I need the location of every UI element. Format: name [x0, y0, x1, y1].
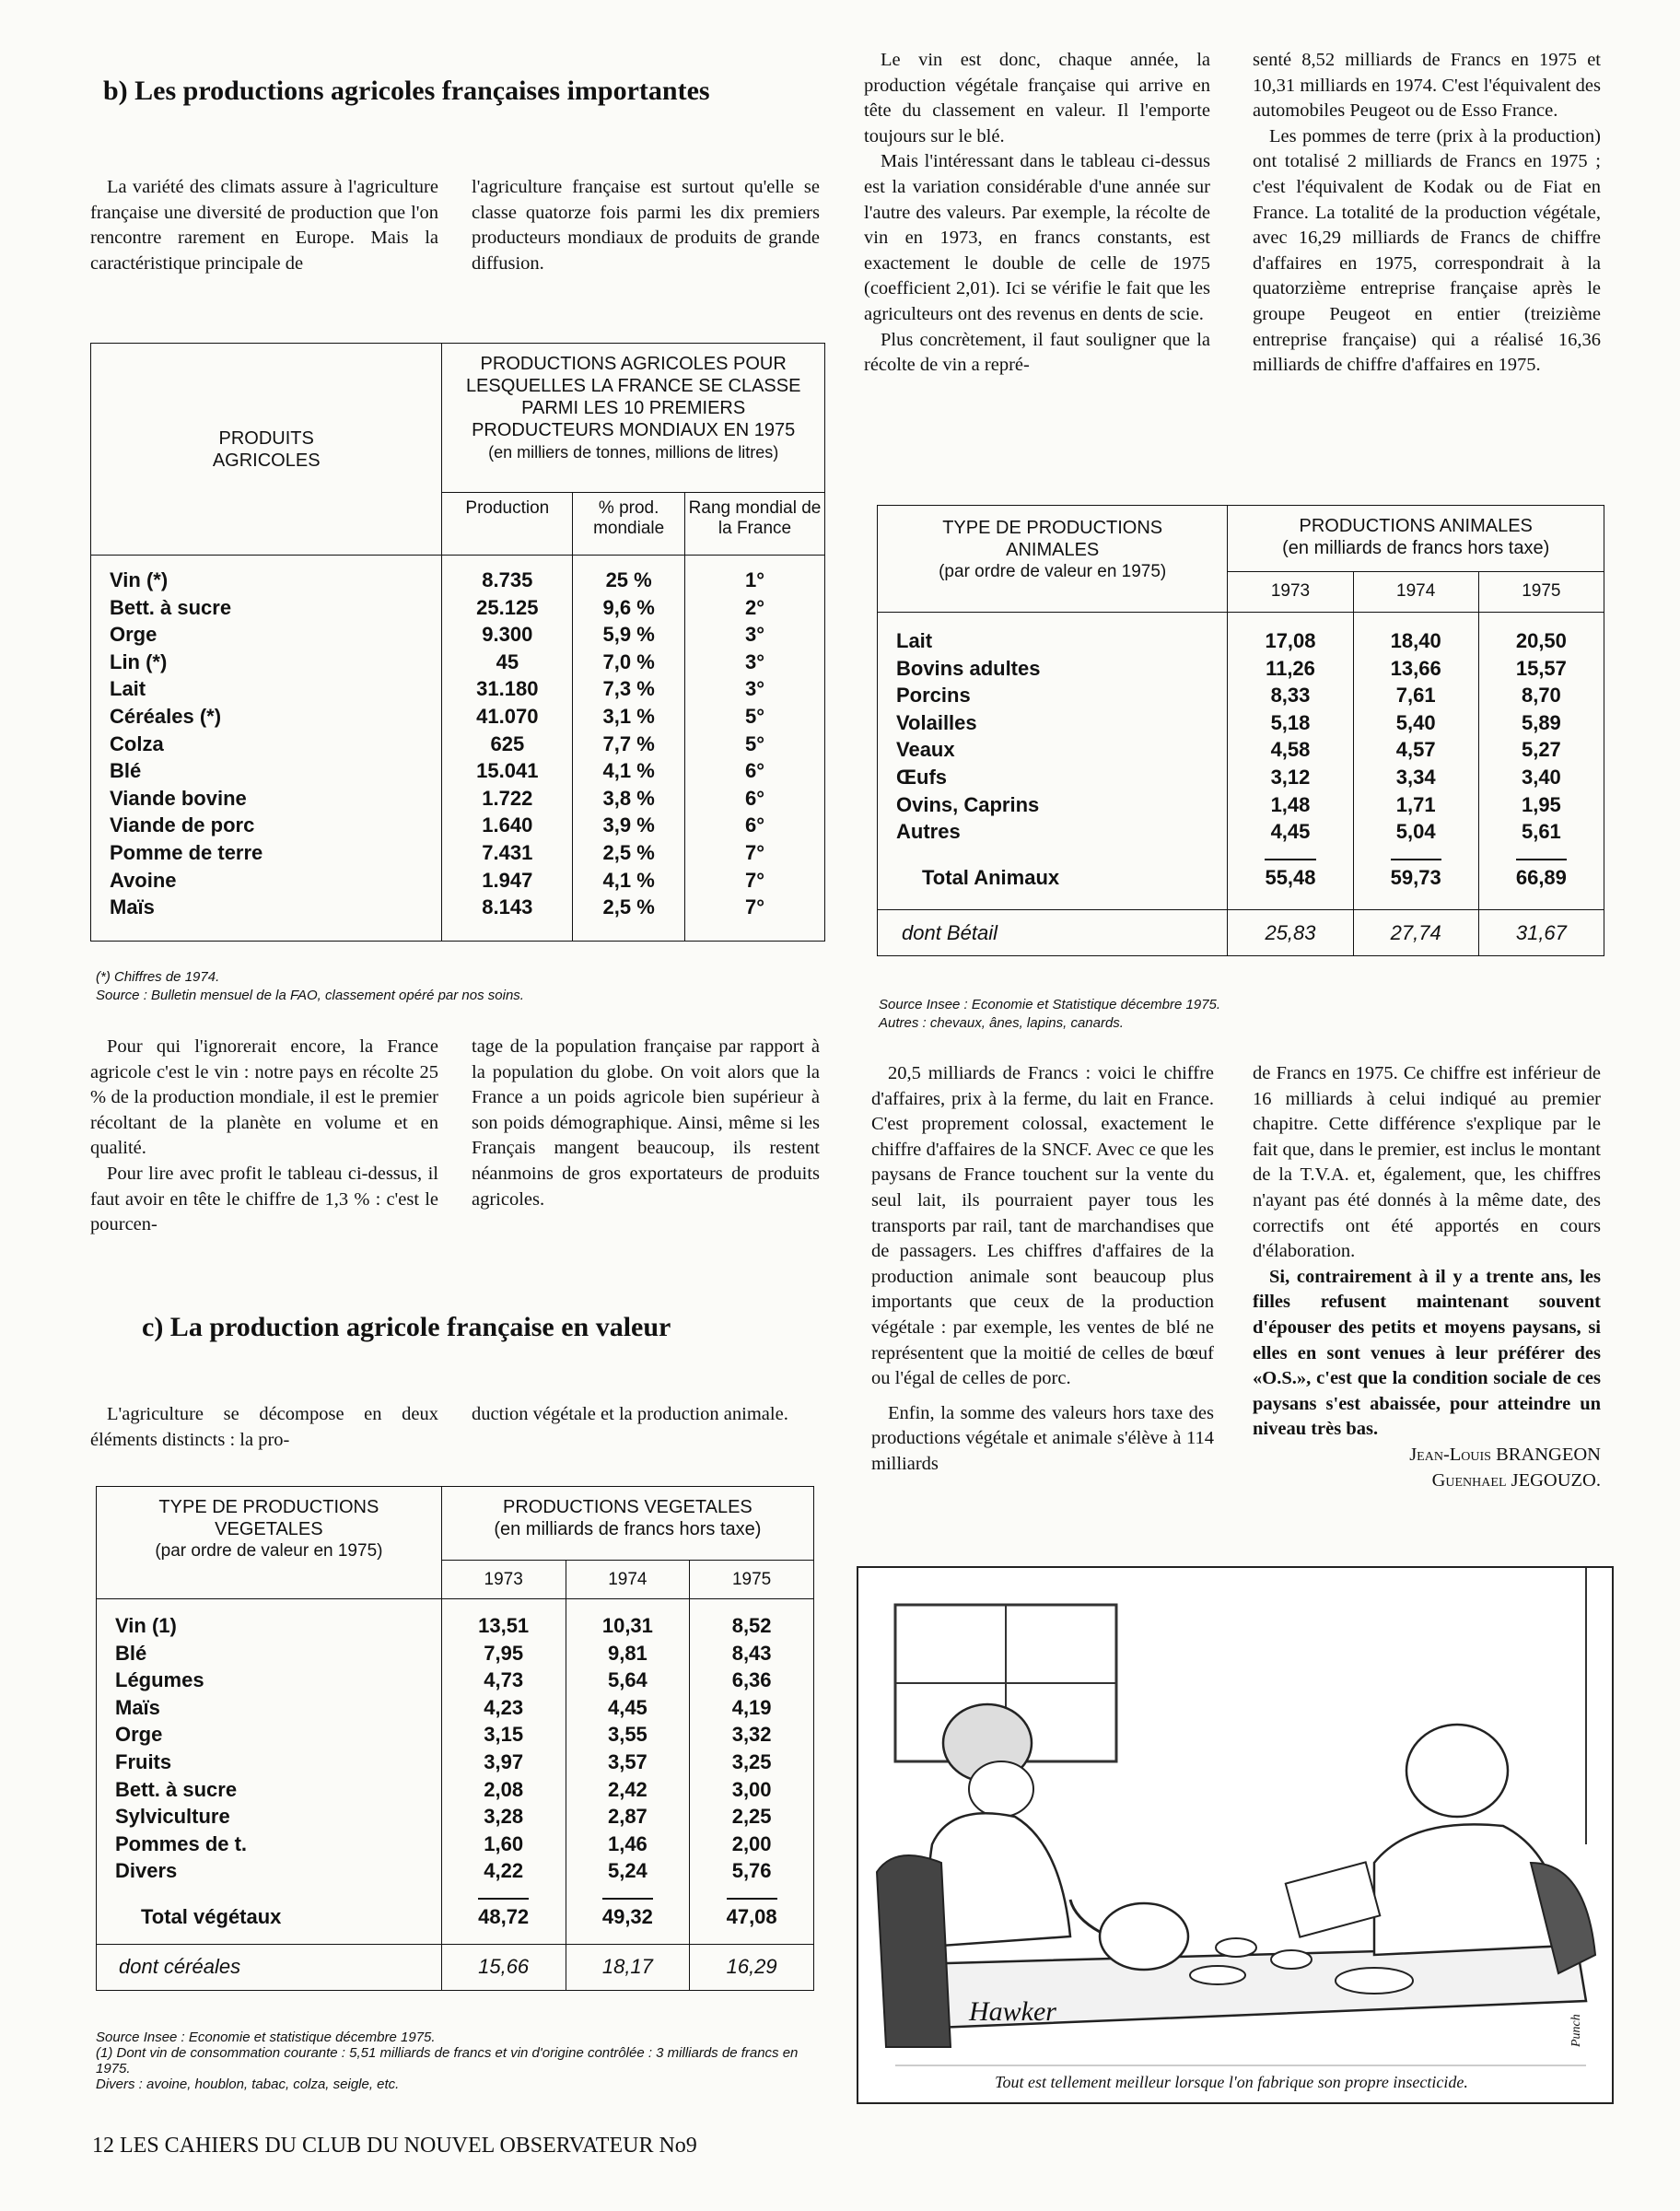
veg-cell: 7,95: [484, 1641, 524, 1665]
rank-row-label: Viande bovine: [110, 786, 247, 810]
rank-cell: 25 %: [605, 568, 652, 591]
cartoon-signature: Hawker: [969, 1996, 1056, 2027]
veg-notes: [96, 2030, 823, 2092]
section-c-intro-right: duction végétale et la production animale.: [472, 1404, 788, 1424]
rank-row-label: Céréales (*): [110, 704, 222, 728]
section-c-intro-left: L'agriculture se décompose en deux éléments distincts : la pro-: [90, 1404, 438, 1450]
veg-cell: 3,32: [731, 1723, 772, 1747]
rank-row-label: Orge: [110, 623, 158, 647]
veg-cell: 1,46: [607, 1831, 648, 1855]
anim-cell: 4,45: [1270, 820, 1311, 844]
rank-cell: 1.947: [482, 868, 533, 892]
veg-note-divers: Divers : avoine, houblon, tabac, colza, seigle, etc.: [96, 2076, 400, 2092]
anim-total-cell: 55,48: [1265, 859, 1315, 892]
col-products-header: PRODUITS AGRICOLES: [212, 427, 321, 471]
anim-cell: 4,58: [1270, 738, 1311, 762]
table1-title: PRODUCTIONS AGRICOLES POUR LESQUELLES LA FRANCE SE CLASSE PARMI LES 10 PREMIERS PRODUCTEURS MONDIAUX EN 1975: [465, 354, 801, 440]
world-ranking-table: [90, 343, 825, 942]
veg-row-label: Orge: [115, 1723, 163, 1747]
rank-cell: 7°: [744, 868, 765, 892]
veg-dont-1975: 16,29: [726, 1955, 777, 1979]
col-rank-header: Rang mondial de la France: [688, 498, 822, 538]
right-bottom-col1: 20,5 milliards de Francs : voici le chiffre d'affaires, prix à la ferme, du lait en France. C'est proprement colossal, exactement le chiffre d'affaires de la SNCF. Avec ce que les paysans de France touchent sur la vente du seul lait, ils pourraient payer tous les transports par rail, tant de marchandises que de passagers. Les chiffres d'affaires de la production animale sont beaucoup plus importants que ceux de la production végétale : par exemple, les ventes de blé ne représentent que la moitié de celles de bœuf ou l'égal de celles de porc. Enfin, la somme des valeurs hors taxe des productions végétale et animale s'élève à 114 milliards: [871, 1063, 1214, 1474]
rank-cell: 6°: [744, 786, 765, 810]
rank-cell: 3,1 %: [602, 704, 655, 728]
veg-row-label: Vin (1): [115, 1614, 177, 1637]
veg-dont-1974: 18,17: [601, 1955, 653, 1979]
rank-cell: 3,8 %: [602, 786, 655, 810]
veg-dont-1973: 15,66: [478, 1955, 530, 1979]
mid-text-left: Pour qui l'ignorerait encore, la France agricole c'est le vin : notre pays en récolte 25 % de la production mondiale, il est le premier récoltant de la planète en volume et en qualité. Pour lire avec profit le tableau ci-dessus, il faut avoir en tête le chiffre de 1,3 % : c'est le pourcen-: [90, 1036, 438, 1235]
veg-cell: 6,36: [731, 1668, 772, 1692]
anim-year-1973: 1973: [1270, 581, 1311, 601]
anim-row-label: Bovins adultes: [896, 656, 1041, 680]
veg-cell: 13,51: [478, 1614, 530, 1637]
rank-cell: 7,3 %: [602, 677, 655, 701]
anim-cell: 8,70: [1521, 684, 1561, 708]
rank-cell: 5°: [744, 731, 765, 755]
rank-row-label: Blé: [110, 759, 142, 783]
rank-cell: 25.125: [476, 595, 539, 619]
veg-dont-label: dont céréales: [119, 1955, 241, 1979]
anim-cell: 5,04: [1395, 820, 1436, 844]
veg-row-label: Blé: [115, 1641, 147, 1665]
anim-cell: 5,89: [1521, 710, 1561, 734]
anim-dont-1974: 27,74: [1390, 920, 1441, 944]
rank-row-label: Avoine: [110, 868, 177, 892]
section-b-intro-left: La variété des climats assure à l'agriculture française une diversité de production que l'on rencontre rarement en Europe. Mais la caractéristique principale de: [90, 177, 438, 274]
veg-total-cell: 49,32: [602, 1898, 653, 1931]
veg-cell: 4,22: [484, 1859, 524, 1883]
rank-cell: 2,5 %: [602, 840, 655, 864]
anim-total-cell: 66,89: [1516, 859, 1567, 892]
rank-cell: 5°: [744, 704, 765, 728]
veg-cell: 2,08: [484, 1777, 524, 1801]
anim-cell: 5,61: [1521, 820, 1561, 844]
veg-cell: 4,73: [484, 1668, 524, 1692]
anim-dont-1973: 25,83: [1265, 920, 1316, 944]
rank-row-label: Pomme de terre: [110, 840, 263, 864]
anim-dont-1975: 31,67: [1515, 920, 1567, 944]
right-bottom-col2: de Francs en 1975. Ce chiffre est inférieur de 16 milliards à celui indiqué au premier chapitre. Cette différence s'explique par le fait que, dans le premier, est inclus le montant de la T.V.A. et, également, que, les chiffres n'ayant pas été donnés à la même date, des correctifs ont été apportés en cours d'élaboration. Si, contrairement à il y a trente ans, les filles refusent maintenant souvent d'épouser des petits et moyens paysans, si elles en sont venues à leur préférer des «O.S.», c'est que la condition sociale de ces paysans s'est abaissée, pour atteindre un niveau très bas. Jean-Louis BRANGEON Guenhael JEGOUZO.: [1253, 1061, 1601, 1493]
veg-cell: 3,15: [484, 1723, 524, 1747]
cartoon-illustration: [857, 1566, 1614, 2104]
rank-cell: 15.041: [476, 759, 539, 783]
animal-production-table: [877, 505, 1604, 956]
veg-cell: 4,45: [607, 1695, 648, 1719]
rank-cell: 4,1 %: [602, 759, 655, 783]
veg-cell: 2,87: [607, 1805, 648, 1829]
anim-total-label: Total Animaux: [922, 865, 1060, 889]
veg-cell: 2,42: [607, 1777, 648, 1801]
rank-cell: 2°: [744, 595, 765, 619]
veg-row-label: Sylviculture: [115, 1805, 230, 1829]
rank-cell: 9,6 %: [602, 595, 655, 619]
rank-cell: 6°: [744, 759, 765, 783]
rank-cell: 7,0 %: [602, 649, 655, 673]
rank-cell: 1.722: [482, 786, 533, 810]
mid-text-right: tage de la population française par rapport à la population du globe. On voit alors que la France a un poids agricole bien supérieur à son poids démographique. Ainsi, même si les Français mangent beaucoup, ils restent néanmoins de gros exportateurs de produits agricoles.: [472, 1036, 820, 1210]
veg-cell: 8,52: [731, 1614, 772, 1637]
author-1: Jean-Louis BRANGEON: [1409, 1444, 1601, 1465]
anim-row-label: Autres: [896, 820, 961, 844]
right-top-col1: Le vin est donc, chaque année, la production végétale française qui arrive en tête du classement en valeur. Il l'emporte toujours sur le blé. Mais l'intéressant dans le tableau ci-dessus est la variation considérable d'une année sur l'autre des valeurs. Par exemple, la récolte de vin en 1973, en francs constants, est exactement le double de celle de 1975 (coefficient 2,01). Ici se vérifie le fait que les agriculteurs ont des revenus en dents de scie. Plus concrètement, il faut souligner que la récolte de vin a repré-: [864, 50, 1210, 376]
rank-cell: 9.300: [482, 623, 533, 647]
anim-cell: 5,40: [1395, 710, 1436, 734]
veg-cell: 1,60: [484, 1831, 524, 1855]
anim-source: Source Insee : Economie et Statistique décembre 1975.: [879, 997, 1221, 1012]
rank-cell: 45: [496, 649, 519, 673]
veg-row-label: Légumes: [115, 1668, 204, 1692]
veg-source: Source Insee : Economie et statistique décembre 1975.: [96, 2030, 436, 2045]
author-2: Guenhael JEGOUZO.: [1431, 1469, 1601, 1491]
rank-row-label: Lin (*): [110, 649, 168, 673]
rank-cell: 7°: [744, 840, 765, 864]
rank-cell: 3°: [744, 649, 765, 673]
rank-cell: 5,9 %: [602, 623, 655, 647]
anim-dont-label: dont Bétail: [902, 920, 998, 944]
table1-source: Source : Bulletin mensuel de la FAO, classement opéré par nos soins.: [96, 988, 524, 1003]
rank-cell: 8.143: [482, 895, 533, 919]
anim-unit: (en milliards de francs hors taxe): [1282, 538, 1550, 558]
anim-type-sub: (par ordre de valeur en 1975): [939, 562, 1167, 581]
anim-cell: 5,27: [1521, 738, 1561, 762]
veg-type-sub: (par ordre de valeur en 1975): [155, 1541, 383, 1561]
rank-cell: 1.640: [482, 813, 533, 837]
veg-year-1974: 1974: [608, 1570, 648, 1589]
rank-row-label: Colza: [110, 731, 164, 755]
veg-cell: 3,00: [731, 1777, 772, 1801]
veg-cell: 5,24: [607, 1859, 648, 1883]
anim-cell: 13,66: [1390, 656, 1441, 680]
veg-cell: 3,55: [607, 1723, 648, 1747]
page-footer: 12 LES CAHIERS DU CLUB DU NOUVEL OBSERVATEUR No9: [92, 2134, 697, 2158]
veg-cell: 8,43: [731, 1641, 772, 1665]
anim-cell: 15,57: [1515, 656, 1567, 680]
rank-cell: 7,7 %: [602, 731, 655, 755]
rank-row-label: Lait: [110, 677, 146, 701]
anim-cell: 1,95: [1521, 792, 1561, 816]
cartoon-caption: Tout est tellement meilleur lorsque l'on fabrique son propre insecticide.: [995, 2073, 1468, 2091]
rank-cell: 1°: [744, 568, 765, 591]
veg-cell: 3,97: [484, 1749, 524, 1773]
anim-cell: 5,18: [1270, 710, 1311, 734]
veg-cell: 4,19: [731, 1695, 772, 1719]
rank-cell: 625: [490, 731, 525, 755]
anim-year-1975: 1975: [1522, 581, 1561, 601]
anim-cell: 7,61: [1395, 684, 1436, 708]
right-top-col2: senté 8,52 milliards de Francs en 1975 et 10,31 milliards en 1974. C'est l'équivalent des automobiles Peugeot ou de Esso France. Les pommes de terre (prix à la production) ont totalisé 2 milliards de Francs en 1975 ; c'est l'équivalent de Kodak ou de Fiat en France. La totalité de la production végétale, avec 16,29 milliards de Francs de chiffre d'affaires en 1975, correspondrait à la quatorzième entreprise française après le groupe Peugeot en entier (treizième entreprise française) qui a réalisé 16,36 milliards de chiffre d'affaires en 1975.: [1253, 50, 1601, 376]
anim-cell: 3,34: [1395, 765, 1436, 789]
anim-row-label: Lait: [896, 629, 933, 652]
veg-cell: 3,57: [607, 1749, 648, 1773]
rank-cell: 8.735: [482, 568, 533, 591]
veg-row-label: Bett. à sucre: [115, 1777, 238, 1801]
anim-year-1974: 1974: [1396, 581, 1436, 601]
rank-cell: 7°: [744, 895, 765, 919]
rank-cell: 7.431: [482, 840, 533, 864]
rank-row-label: Viande de porc: [110, 813, 255, 837]
anim-note-autres: Autres : chevaux, ânes, lapins, canards.: [879, 1015, 1124, 1031]
veg-header: PRODUCTIONS VEGETALES: [502, 1497, 752, 1517]
veg-type-header: TYPE DE PRODUCTIONS VEGETALES: [158, 1497, 379, 1539]
anim-cell: 17,08: [1265, 629, 1316, 652]
veg-cell: 5,64: [607, 1668, 648, 1692]
veg-total-label: Total végétaux: [141, 1904, 282, 1928]
anim-type-header: TYPE DE PRODUCTIONS ANIMALES: [942, 518, 1163, 560]
anim-row-label: Porcins: [896, 684, 971, 708]
veg-note-1: (1) Dont vin de consommation courante : 5,51 milliards de francs et vin d'origine contrôlée : 3 milliards de francs en 1975.: [96, 2045, 799, 2076]
anim-row-label: Volailles: [896, 710, 977, 734]
rank-row-label: Vin (*): [110, 568, 169, 591]
veg-cell: 2,25: [731, 1805, 772, 1829]
veg-cell: 9,81: [607, 1641, 648, 1665]
anim-row-label: Ovins, Caprins: [896, 792, 1040, 816]
veg-row-label: Pommes de t.: [115, 1831, 248, 1855]
veg-cell: 10,31: [601, 1614, 653, 1637]
veg-row-label: Divers: [115, 1859, 178, 1883]
veg-year-1973: 1973: [484, 1570, 523, 1589]
table1-unit: (en milliers de tonnes, millions de litres): [488, 443, 779, 462]
rank-cell: 6°: [744, 813, 765, 837]
veg-row-label: Maïs: [115, 1695, 160, 1719]
rank-row-label: Bett. à sucre: [110, 595, 232, 619]
vegetable-production-table: [96, 1486, 814, 1991]
veg-cell: 3,25: [731, 1749, 772, 1773]
rank-cell: 2,5 %: [602, 895, 655, 919]
anim-cell: 3,40: [1521, 765, 1561, 789]
anim-cell: 11,26: [1266, 656, 1315, 680]
anim-cell: 20,50: [1515, 629, 1567, 652]
anim-cell: 8,33: [1270, 684, 1311, 708]
anim-cell: 1,71: [1395, 792, 1436, 816]
veg-cell: 3,28: [484, 1805, 524, 1829]
section-c-title: c) La production agricole française en valeur: [142, 1312, 671, 1342]
anim-header: PRODUCTIONS ANIMALES: [1299, 516, 1533, 536]
section-b-title: b) Les productions agricoles françaises importantes: [103, 76, 710, 106]
anim-row-label: Œufs: [896, 765, 947, 789]
anim-cell: 4,57: [1395, 738, 1436, 762]
rank-cell: 3°: [744, 623, 765, 647]
rank-cell: 3,9 %: [602, 813, 655, 837]
anim-cell: 18,40: [1390, 629, 1441, 652]
veg-unit: (en milliards de francs hors taxe): [494, 1519, 762, 1539]
section-b-intro-right: l'agriculture française est surtout qu'elle se classe quatorze fois parmi les dix premiers producteurs mondiaux de produits de grande diffusion.: [472, 177, 820, 274]
veg-row-label: Fruits: [115, 1749, 172, 1773]
col-share-header: % prod. mondiale: [593, 498, 665, 538]
veg-cell: 2,00: [731, 1831, 772, 1855]
anim-row-label: Veaux: [896, 738, 955, 762]
col-production-header: Production: [465, 498, 550, 518]
cartoon-credit: Punch: [1569, 2014, 1583, 2047]
anim-cell: 1,48: [1270, 792, 1311, 816]
veg-cell: 4,23: [484, 1695, 524, 1719]
veg-cell: 5,76: [731, 1859, 772, 1883]
rank-row-label: Maïs: [110, 895, 155, 919]
rank-cell: 31.180: [476, 677, 539, 701]
anim-cell: 3,12: [1270, 765, 1311, 789]
veg-total-cell: 47,08: [727, 1898, 777, 1931]
veg-year-1975: 1975: [731, 1570, 772, 1589]
table1-note-1: (*) Chiffres de 1974.: [96, 969, 220, 985]
rank-cell: 4,1 %: [602, 868, 655, 892]
veg-total-cell: 48,72: [478, 1898, 529, 1931]
rank-cell: 3°: [744, 677, 765, 701]
rank-cell: 41.070: [476, 704, 539, 728]
anim-total-cell: 59,73: [1391, 859, 1441, 892]
